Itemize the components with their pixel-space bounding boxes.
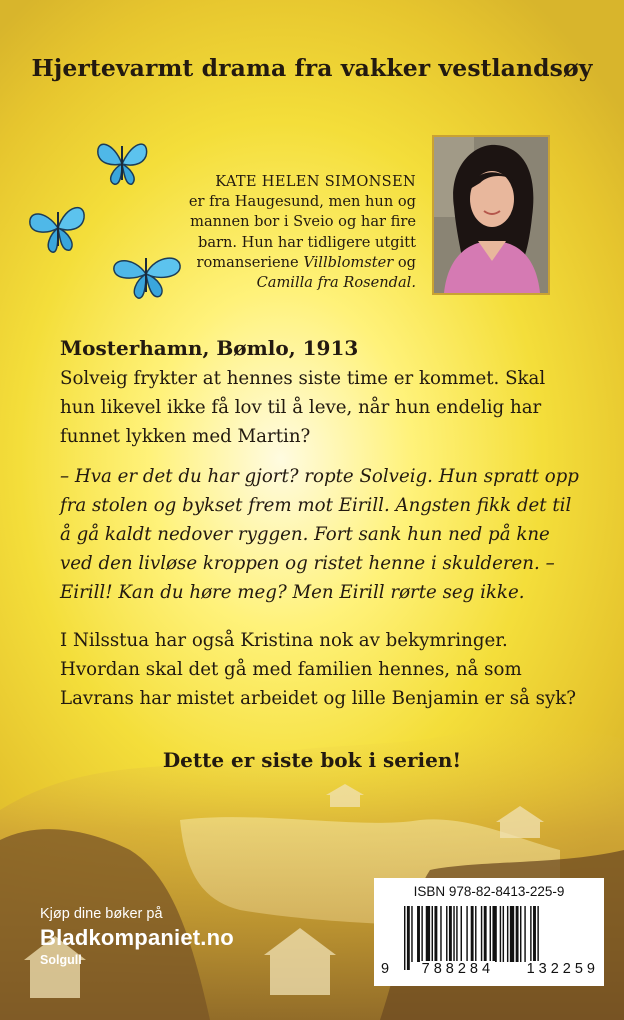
barcode-bar bbox=[421, 906, 422, 962]
barcode-bar bbox=[510, 906, 514, 962]
bio-line: er fra Haugesund, men hun og bbox=[188, 193, 416, 211]
barcode-bar bbox=[434, 906, 437, 962]
series-title: Camilla fra Rosendal. bbox=[256, 274, 416, 292]
bio-line: barn. Hun har tidligere utgitt bbox=[197, 233, 416, 251]
barcode-digits-left: 788284 bbox=[421, 961, 495, 977]
barcode-bar bbox=[524, 906, 525, 962]
barcode-bar bbox=[440, 906, 441, 962]
barcode-bar bbox=[484, 906, 487, 962]
series-title: Villblomster bbox=[303, 253, 394, 271]
barcode-bar bbox=[453, 906, 454, 962]
bio-text: romanseriene bbox=[196, 253, 304, 271]
author-name: KATE HELEN SIMONSEN bbox=[215, 173, 416, 190]
bio-text: og bbox=[393, 253, 416, 271]
barcode-digits bbox=[380, 961, 600, 977]
barcode-bar bbox=[530, 906, 531, 962]
isbn-text: ISBN 978-82-8413-225-9 bbox=[413, 884, 565, 899]
barcode-bar bbox=[461, 906, 462, 962]
imprint-name: Solgull bbox=[40, 953, 82, 967]
setting-heading: Mosterhamn, Bømlo, 1913 bbox=[60, 336, 359, 360]
barcode-bar bbox=[466, 906, 467, 962]
barcode-bar bbox=[471, 906, 474, 962]
barcode-digits-right: 132259 bbox=[526, 961, 599, 977]
publisher-website[interactable]: Bladkompaniet.no bbox=[40, 925, 234, 950]
excerpt-paragraph: – Hva er det du har gjort? ropte Solveig. Hun spratt opp fra stolen og bykset frem mot Eirill. Angsten fikk det til å gå kaldt nedover ryggen. Fort sank hun ned på kne ved den livløse kroppen og ristet henne i skulderen. – Eirill! Kan du høre meg? Men Eirill rørte seg ikke. bbox=[60, 466, 579, 603]
barcode-bar bbox=[449, 906, 452, 962]
barcode-bar bbox=[446, 906, 447, 962]
barcode-bar bbox=[426, 906, 430, 962]
blurb-paragraph: Solveig frykter at hennes siste time er kommet. Skal hun likevel ikke få lov til å leve, når hun endelig har funnet lykken med Martin? bbox=[60, 368, 546, 447]
buy-books-text: Kjøp dine bøker på bbox=[40, 906, 163, 922]
author-photo bbox=[432, 135, 550, 295]
barcode-digit-first: 9 bbox=[381, 961, 390, 977]
bio-line bbox=[140, 273, 416, 293]
barcode-bar bbox=[492, 906, 496, 962]
barcode-bar bbox=[503, 906, 504, 962]
author-bio bbox=[140, 172, 416, 293]
barcode-bar bbox=[417, 906, 420, 962]
barcode-bar bbox=[411, 906, 412, 962]
barcode-bar bbox=[475, 906, 476, 962]
tagline: Hjertevarmt drama fra vakker vestlandsøy bbox=[31, 54, 593, 82]
butterfly-icon bbox=[26, 196, 88, 256]
barcode-bar bbox=[490, 906, 491, 962]
series-final-note: Dette er siste bok i serien! bbox=[162, 748, 462, 772]
bio-line: mannen bor i Sveio og har fire bbox=[190, 213, 416, 231]
barcode-bar bbox=[520, 906, 521, 962]
blurb-paragraph: I Nilsstua har også Kristina nok av bekymringer. Hvordan skal det gå med familien hennes, nå som Lavrans har mistet arbeidet og lille Benjamin er så syk? bbox=[60, 630, 577, 709]
bio-line bbox=[140, 253, 416, 273]
publisher-info bbox=[40, 906, 234, 967]
barcode-bar bbox=[481, 906, 482, 962]
barcode-bar bbox=[500, 906, 501, 962]
barcode-bar bbox=[456, 906, 457, 962]
barcode-bar bbox=[516, 906, 519, 962]
isbn-barcode bbox=[374, 878, 604, 986]
barcode-bar bbox=[507, 906, 508, 962]
barcode-bar bbox=[432, 906, 433, 962]
